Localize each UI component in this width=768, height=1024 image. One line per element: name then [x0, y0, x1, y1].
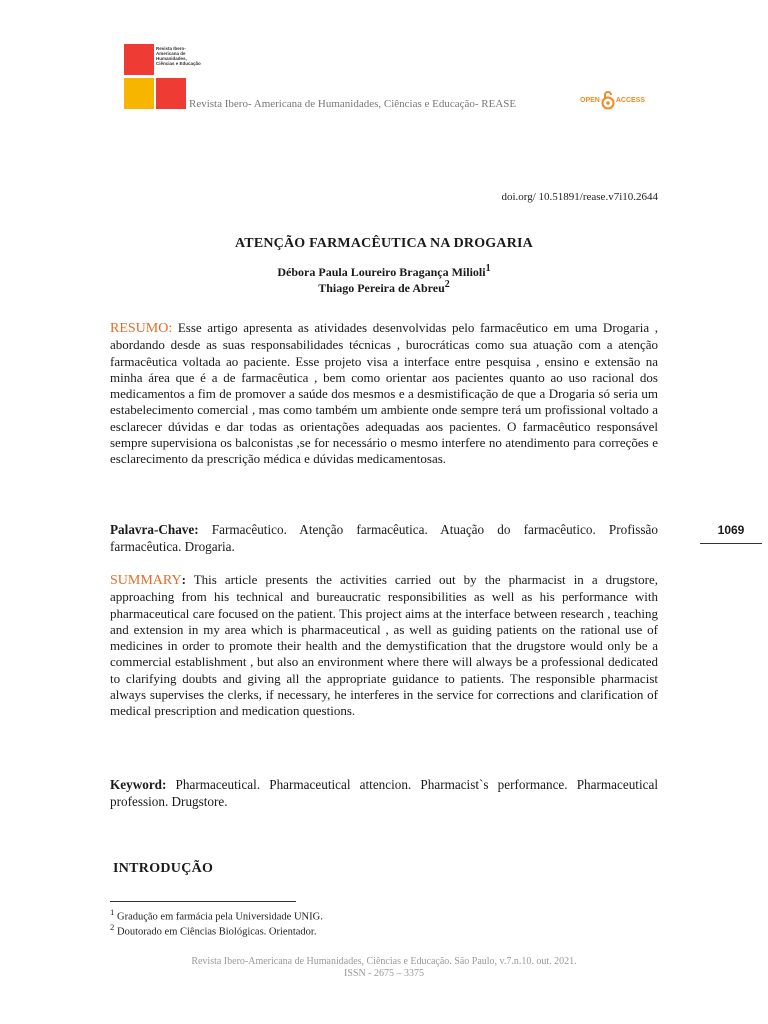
palavra-chave-label: Palavra-Chave:: [110, 522, 199, 537]
open-lock-icon: [601, 90, 615, 110]
abstract-portuguese: [110, 320, 658, 468]
page-number: 1069: [700, 523, 762, 544]
summary-text: This article presents the activities carried out by the pharmacist in a drugstore, approaching from his technical and bureaucratic responsibilities as well as his performance with pharmaceutical care focused on the patient. This project aims at the interface between research , teaching and extension in my area which is pharmaceutical , as well as guiding patients on the rational use of medicines in order to promote their health and the demystification that the drugstore would only be a commercial establishment , but also an environment where there will always be a professional dedicated to clarifying doubts and giving all the appropriate guidance to patients. The responsible pharmacist always supervises the clerks, if necessary, he interferes in the service for corrections and clarification of medical prescription and medication questions.: [110, 572, 658, 719]
open-access-badge: [580, 90, 645, 110]
footnote-2: [110, 922, 316, 938]
author-name: Débora Paula Loureiro Bragança Milioli: [277, 265, 486, 279]
doi-link[interactable]: doi.org/ 10.51891/rease.v7i10.2644: [501, 191, 658, 203]
open-access-open: OPEN: [580, 96, 600, 104]
open-access-access: ACCESS: [615, 96, 646, 104]
logo-yellow-square: [124, 78, 154, 109]
section-heading: INTRODUÇÃO: [113, 861, 214, 876]
resumo-label: RESUMO:: [110, 321, 173, 336]
logo-text: Revista Ibero-Americana de Humanidades, Ciências e Educação: [156, 46, 201, 66]
footnote-divider: [110, 901, 296, 902]
keyword-text: Pharmaceutical. Pharmaceutical attencion. Pharmacist`s performance. Pharmaceutical profession. Drugstore.: [110, 777, 658, 809]
keywords-portuguese: [110, 522, 658, 556]
author-1: [0, 263, 768, 280]
author-2: [0, 279, 768, 296]
abstract-english: [110, 572, 658, 720]
footer-issn: ISSN - 2675 – 3375: [343, 968, 424, 979]
keyword-label: Keyword:: [110, 777, 167, 792]
summary-label: SUMMARY: [110, 573, 182, 588]
footnote-1: [110, 907, 323, 923]
article-title: ATENÇÃO FARMACÊUTICA NA DROGARIA: [235, 236, 533, 251]
author-name: Thiago Pereira de Abreu: [318, 281, 445, 295]
footnote-mark: 2: [110, 922, 115, 932]
keywords-english: [110, 777, 658, 811]
summary-colon: :: [181, 572, 186, 587]
footer-citation: Revista Ibero-Americana de Humanidades, Ciências e Educação. São Paulo, v.7.n.10. out. 2021.: [191, 956, 577, 967]
footnote-mark: 1: [110, 907, 115, 917]
footnote-text: Doutorado em Ciências Biológicas. Orientador.: [114, 926, 317, 938]
author-mark: 1: [485, 263, 491, 274]
logo-red-square: [124, 44, 154, 75]
logo-red-square-bottom: [156, 78, 186, 109]
footnote-text: Gradução em farmácia pela Universidade UNIG.: [114, 911, 323, 923]
resumo-text: Esse artigo apresenta as atividades desenvolvidas pelo farmacêutico em uma Drogaria , abordando desde as suas responsabilidades técnicas , burocráticas como sua atuação com a atenção farmacêutica voltada ao paciente. Esse projeto visa a interface entre pesquisa , ensino e extensão na minha área que é a de farmacêutica , bem como orientar aos pacientes quanto ao uso racional dos medicamentos a fim de promover a saúde dos mesmos e a desmistificação de que a Drogaria só seria um estabelecimento comercial , mas como também um ambiente onde sempre terá um profissional voltado a esclarecer dúvidas e dar todas as orientações adequadas aos pacientes. O farmacêutico responsável sempre supervisiona os balconistas ,se for necessário o mesmo interfere no atendimento para correções e esclarecimento da prescrição médica e dúvidas medicamentosas.: [110, 320, 658, 467]
palavra-chave-text: Farmacêutico. Atenção farmacêutica. Atuação do farmacêutico. Profissão farmacêutica. Drogaria.: [110, 522, 658, 554]
author-mark: 2: [444, 279, 450, 290]
journal-header: Revista Ibero- Americana de Humanidades, Ciências e Educação- REASE: [189, 98, 517, 110]
